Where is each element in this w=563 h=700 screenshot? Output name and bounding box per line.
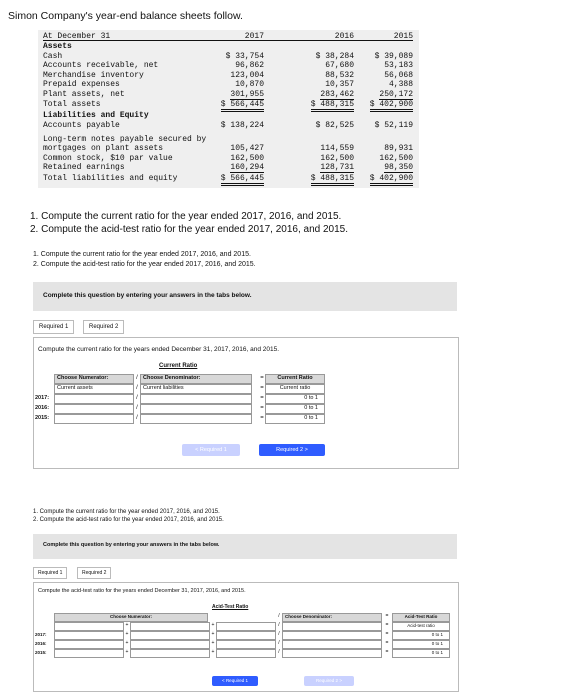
- row-label: Retained earnings: [43, 163, 125, 172]
- denominator-input[interactable]: [140, 394, 252, 404]
- result-value: 0 to 1: [265, 394, 325, 404]
- plus-sign: +: [211, 649, 215, 655]
- row-label: Cash: [43, 51, 63, 61]
- instructions-banner: [33, 282, 457, 311]
- equals-sign: =: [260, 405, 264, 411]
- divide-sign: /: [278, 613, 280, 619]
- questions-small: [33, 250, 256, 270]
- row-label: Plant assets, net: [43, 89, 125, 99]
- balance-row: [38, 135, 419, 145]
- questions-small-2: [33, 508, 224, 524]
- balance-row: [38, 111, 419, 121]
- tab-required-1[interactable]: Required 1: [33, 320, 74, 334]
- tab-required-2[interactable]: Required 2: [77, 567, 111, 579]
- row-value: 67,680: [325, 61, 354, 70]
- row-value: 53,183: [384, 61, 413, 70]
- questions-large: [30, 210, 348, 236]
- balance-row: [38, 100, 419, 110]
- balance-row: [38, 61, 419, 71]
- question-1: 1. Compute the current ratio for the year ended 2017, 2016, and 2015.: [33, 251, 251, 258]
- row-value: 162,500: [379, 153, 413, 163]
- question-2: 2. Compute the acid-test ratio for the year ended 2017, 2016, and 2015.: [33, 517, 224, 523]
- equals-sign: =: [260, 385, 264, 391]
- balance-sheet: [38, 30, 419, 188]
- row-value: $ 38,284: [315, 51, 354, 61]
- divide-sign: /: [278, 631, 280, 637]
- result-value: 0 to 1: [392, 649, 450, 658]
- numerator-2-input[interactable]: [130, 649, 210, 658]
- year-label: 2015:: [35, 415, 50, 421]
- question-1: 1. Compute the current ratio for the year ended 2017, 2016, and 2015.: [33, 509, 220, 515]
- row-value: 10,870: [235, 80, 264, 89]
- row-label: At December 31: [43, 32, 111, 41]
- year-label: 2015:: [35, 650, 47, 655]
- equals-sign: =: [385, 613, 389, 619]
- numerator-1-select[interactable]: [54, 622, 124, 631]
- col-denominator-header: Choose Denominator:: [282, 613, 382, 622]
- balance-row: [38, 80, 419, 90]
- col-denominator-header: Choose Denominator:: [140, 374, 252, 384]
- equals-sign: =: [260, 375, 264, 381]
- numerator-2-input[interactable]: [130, 640, 210, 649]
- row-label: Accounts receivable, net: [43, 61, 159, 70]
- numerator-1-input[interactable]: [54, 649, 124, 658]
- prev-button[interactable]: < Required 1: [212, 676, 258, 686]
- row-label: Long-term notes payable secured by: [43, 134, 207, 144]
- prev-button[interactable]: < Required 1: [182, 444, 240, 456]
- denominator-select[interactable]: Current liabilities: [140, 384, 252, 394]
- divide-sign: /: [136, 375, 138, 381]
- plus-sign: +: [125, 640, 129, 646]
- result-value: 0 to 1: [392, 640, 450, 649]
- col-result-header: Acid-Test Ratio: [392, 613, 450, 622]
- tab-bar-2: [33, 566, 457, 580]
- part1-table-title: Current Ratio: [159, 363, 198, 369]
- plus-sign: +: [125, 649, 129, 655]
- numerator-2-input[interactable]: [130, 631, 210, 640]
- numerator-3-input[interactable]: [216, 640, 276, 649]
- row-label: Total liabilities and equity: [43, 173, 178, 183]
- balance-row: [38, 90, 419, 100]
- balance-row: [38, 71, 419, 81]
- question-1: 1. Compute the current ratio for the year ended 2017, 2016, and 2015.: [30, 211, 342, 222]
- balance-row: [38, 42, 419, 52]
- row-value: 89,931: [384, 144, 413, 153]
- row-value: $ 402,900: [353, 174, 413, 184]
- plus-sign: +: [211, 640, 215, 646]
- numerator-3-input[interactable]: [216, 631, 276, 640]
- divide-sign: /: [278, 640, 280, 646]
- numerator-3-select[interactable]: [216, 622, 276, 631]
- header-rule: [43, 40, 413, 41]
- row-value: 96,862: [235, 61, 264, 70]
- row-value: $ 566,445: [194, 174, 264, 184]
- tab-required-2[interactable]: Required 2: [83, 320, 124, 334]
- row-value: 162,500: [230, 153, 264, 163]
- divide-sign: /: [136, 395, 138, 401]
- numerator-select[interactable]: Current assets: [54, 384, 134, 394]
- result-value: 0 to 1: [265, 404, 325, 414]
- banner-text: Complete this question by entering your answers in the tabs below.: [43, 292, 252, 299]
- question-2: 2. Compute the acid-test ratio for the year ended 2017, 2016, and 2015.: [30, 224, 348, 235]
- equals-sign: =: [385, 640, 389, 646]
- next-label: Required 2: [276, 447, 304, 453]
- row-value: 162,500: [320, 153, 354, 163]
- row-value: 56,068: [384, 70, 413, 80]
- denominator-input[interactable]: [282, 640, 382, 649]
- row-value: $ 39,089: [374, 51, 413, 61]
- tab-bar: [33, 318, 457, 336]
- row-label: Merchandise inventory: [43, 70, 144, 80]
- row-label: Common stock, $10 par value: [43, 153, 173, 163]
- row-label: Liabilities and Equity: [43, 111, 149, 120]
- question-2: 2. Compute the acid-test ratio for the year ended 2017, 2016, and 2015.: [33, 261, 256, 268]
- row-value: 10,357: [325, 80, 354, 89]
- part2-instruction: Compute the acid-test ratio for the years ended December 31, 2017, 2016, and 2015.: [38, 588, 246, 594]
- equals-sign: =: [385, 622, 389, 628]
- balance-row: [38, 154, 419, 164]
- col-numerator-header: Choose Numerator:: [54, 613, 208, 622]
- instructions-banner-2: [33, 534, 457, 559]
- balance-row: [38, 144, 419, 154]
- year-label: 2016:: [35, 641, 47, 646]
- row-value: $ 402,900: [353, 100, 413, 110]
- row-value: 98,350: [384, 163, 413, 172]
- row-value: $ 82,525: [315, 120, 354, 130]
- row-value: 114,559: [320, 144, 354, 153]
- equals-sign: =: [385, 649, 389, 655]
- equals-sign: =: [260, 395, 264, 401]
- divide-sign: /: [136, 415, 138, 421]
- row-value: 128,731: [320, 163, 354, 172]
- row-value: 105,427: [230, 144, 264, 153]
- numerator-3-input[interactable]: [216, 649, 276, 658]
- row-value: 301,955: [230, 89, 264, 99]
- denominator-input[interactable]: [140, 414, 252, 424]
- plus-sign: +: [211, 631, 215, 637]
- row-value: 123,004: [230, 70, 264, 80]
- tab-required-1[interactable]: Required 1: [33, 567, 67, 579]
- plus-sign: +: [125, 631, 129, 637]
- row-value: 2016: [334, 32, 354, 41]
- row-value: $ 138,224: [220, 120, 264, 130]
- divide-sign: /: [136, 405, 138, 411]
- row-value: $ 488,315: [284, 174, 354, 184]
- prev-label: Required 1: [199, 447, 227, 453]
- numerator-1-input[interactable]: [54, 631, 124, 640]
- numerator-input[interactable]: [54, 414, 134, 424]
- next-button[interactable]: Required 2 >: [304, 676, 354, 686]
- divide-sign: /: [278, 649, 280, 655]
- balance-row: [38, 174, 419, 184]
- result-label: Acid-test ratio: [392, 622, 450, 631]
- next-button[interactable]: Required 2 >: [259, 444, 325, 456]
- result-label: Current ratio: [265, 384, 325, 394]
- row-label: Total assets: [43, 100, 101, 109]
- banner-text: Complete this question by entering your answers in the tabs below.: [43, 542, 220, 548]
- row-value: $ 52,119: [374, 120, 413, 130]
- row-label: Assets: [43, 42, 72, 51]
- row-value: 160,294: [230, 163, 264, 172]
- row-label: Accounts payable: [43, 120, 120, 130]
- plus-sign: +: [211, 622, 215, 628]
- divide-sign: /: [278, 622, 280, 628]
- year-label: 2016:: [35, 405, 50, 411]
- part1-instruction: Compute the current ratio for the years ended December 31, 2017, 2016, and 2015.: [38, 346, 280, 353]
- row-value: 2017: [244, 32, 264, 41]
- numerator-1-input[interactable]: [54, 640, 124, 649]
- required-1-panel: [33, 337, 459, 469]
- denominator-input[interactable]: [282, 631, 382, 640]
- prev-label: Required 1: [225, 678, 248, 683]
- year-label: 2017:: [35, 632, 47, 637]
- year-label: 2017:: [35, 395, 50, 401]
- row-label: mortgages on plant assets: [43, 144, 164, 153]
- divide-sign: /: [136, 385, 138, 391]
- row-value: $ 488,315: [284, 100, 354, 110]
- result-value: 0 to 1: [265, 414, 325, 424]
- equals-sign: =: [260, 415, 264, 421]
- required-2-panel: [33, 582, 459, 692]
- row-value: 283,462: [320, 89, 354, 99]
- numerator-2-select[interactable]: [130, 622, 210, 631]
- denominator-input[interactable]: [140, 404, 252, 414]
- row-value: 88,532: [325, 70, 354, 80]
- numerator-input[interactable]: [54, 404, 134, 414]
- intro-text: Simon Company's year-end balance sheets follow.: [8, 10, 243, 22]
- balance-row: [38, 52, 419, 62]
- row-value: $ 566,445: [194, 100, 264, 110]
- col-result-header: Current Ratio: [265, 374, 325, 384]
- row-value: $ 33,754: [225, 51, 264, 61]
- denominator-input[interactable]: [282, 649, 382, 658]
- balance-row: [38, 121, 419, 131]
- numerator-input[interactable]: [54, 394, 134, 404]
- denominator-select[interactable]: [282, 622, 382, 631]
- next-label: Required 2: [316, 678, 339, 683]
- row-value: 250,172: [379, 89, 413, 99]
- equals-sign: =: [385, 631, 389, 637]
- row-value: 2015: [393, 32, 413, 41]
- col-numerator-header: Choose Numerator:: [54, 374, 134, 384]
- part2-table-title: Acid-Test Ratio: [212, 604, 249, 610]
- row-label: Prepaid expenses: [43, 80, 120, 89]
- result-value: 0 to 1: [392, 631, 450, 640]
- balance-row: [38, 163, 419, 173]
- plus-sign: +: [125, 622, 129, 628]
- row-value: 4,388: [388, 80, 413, 89]
